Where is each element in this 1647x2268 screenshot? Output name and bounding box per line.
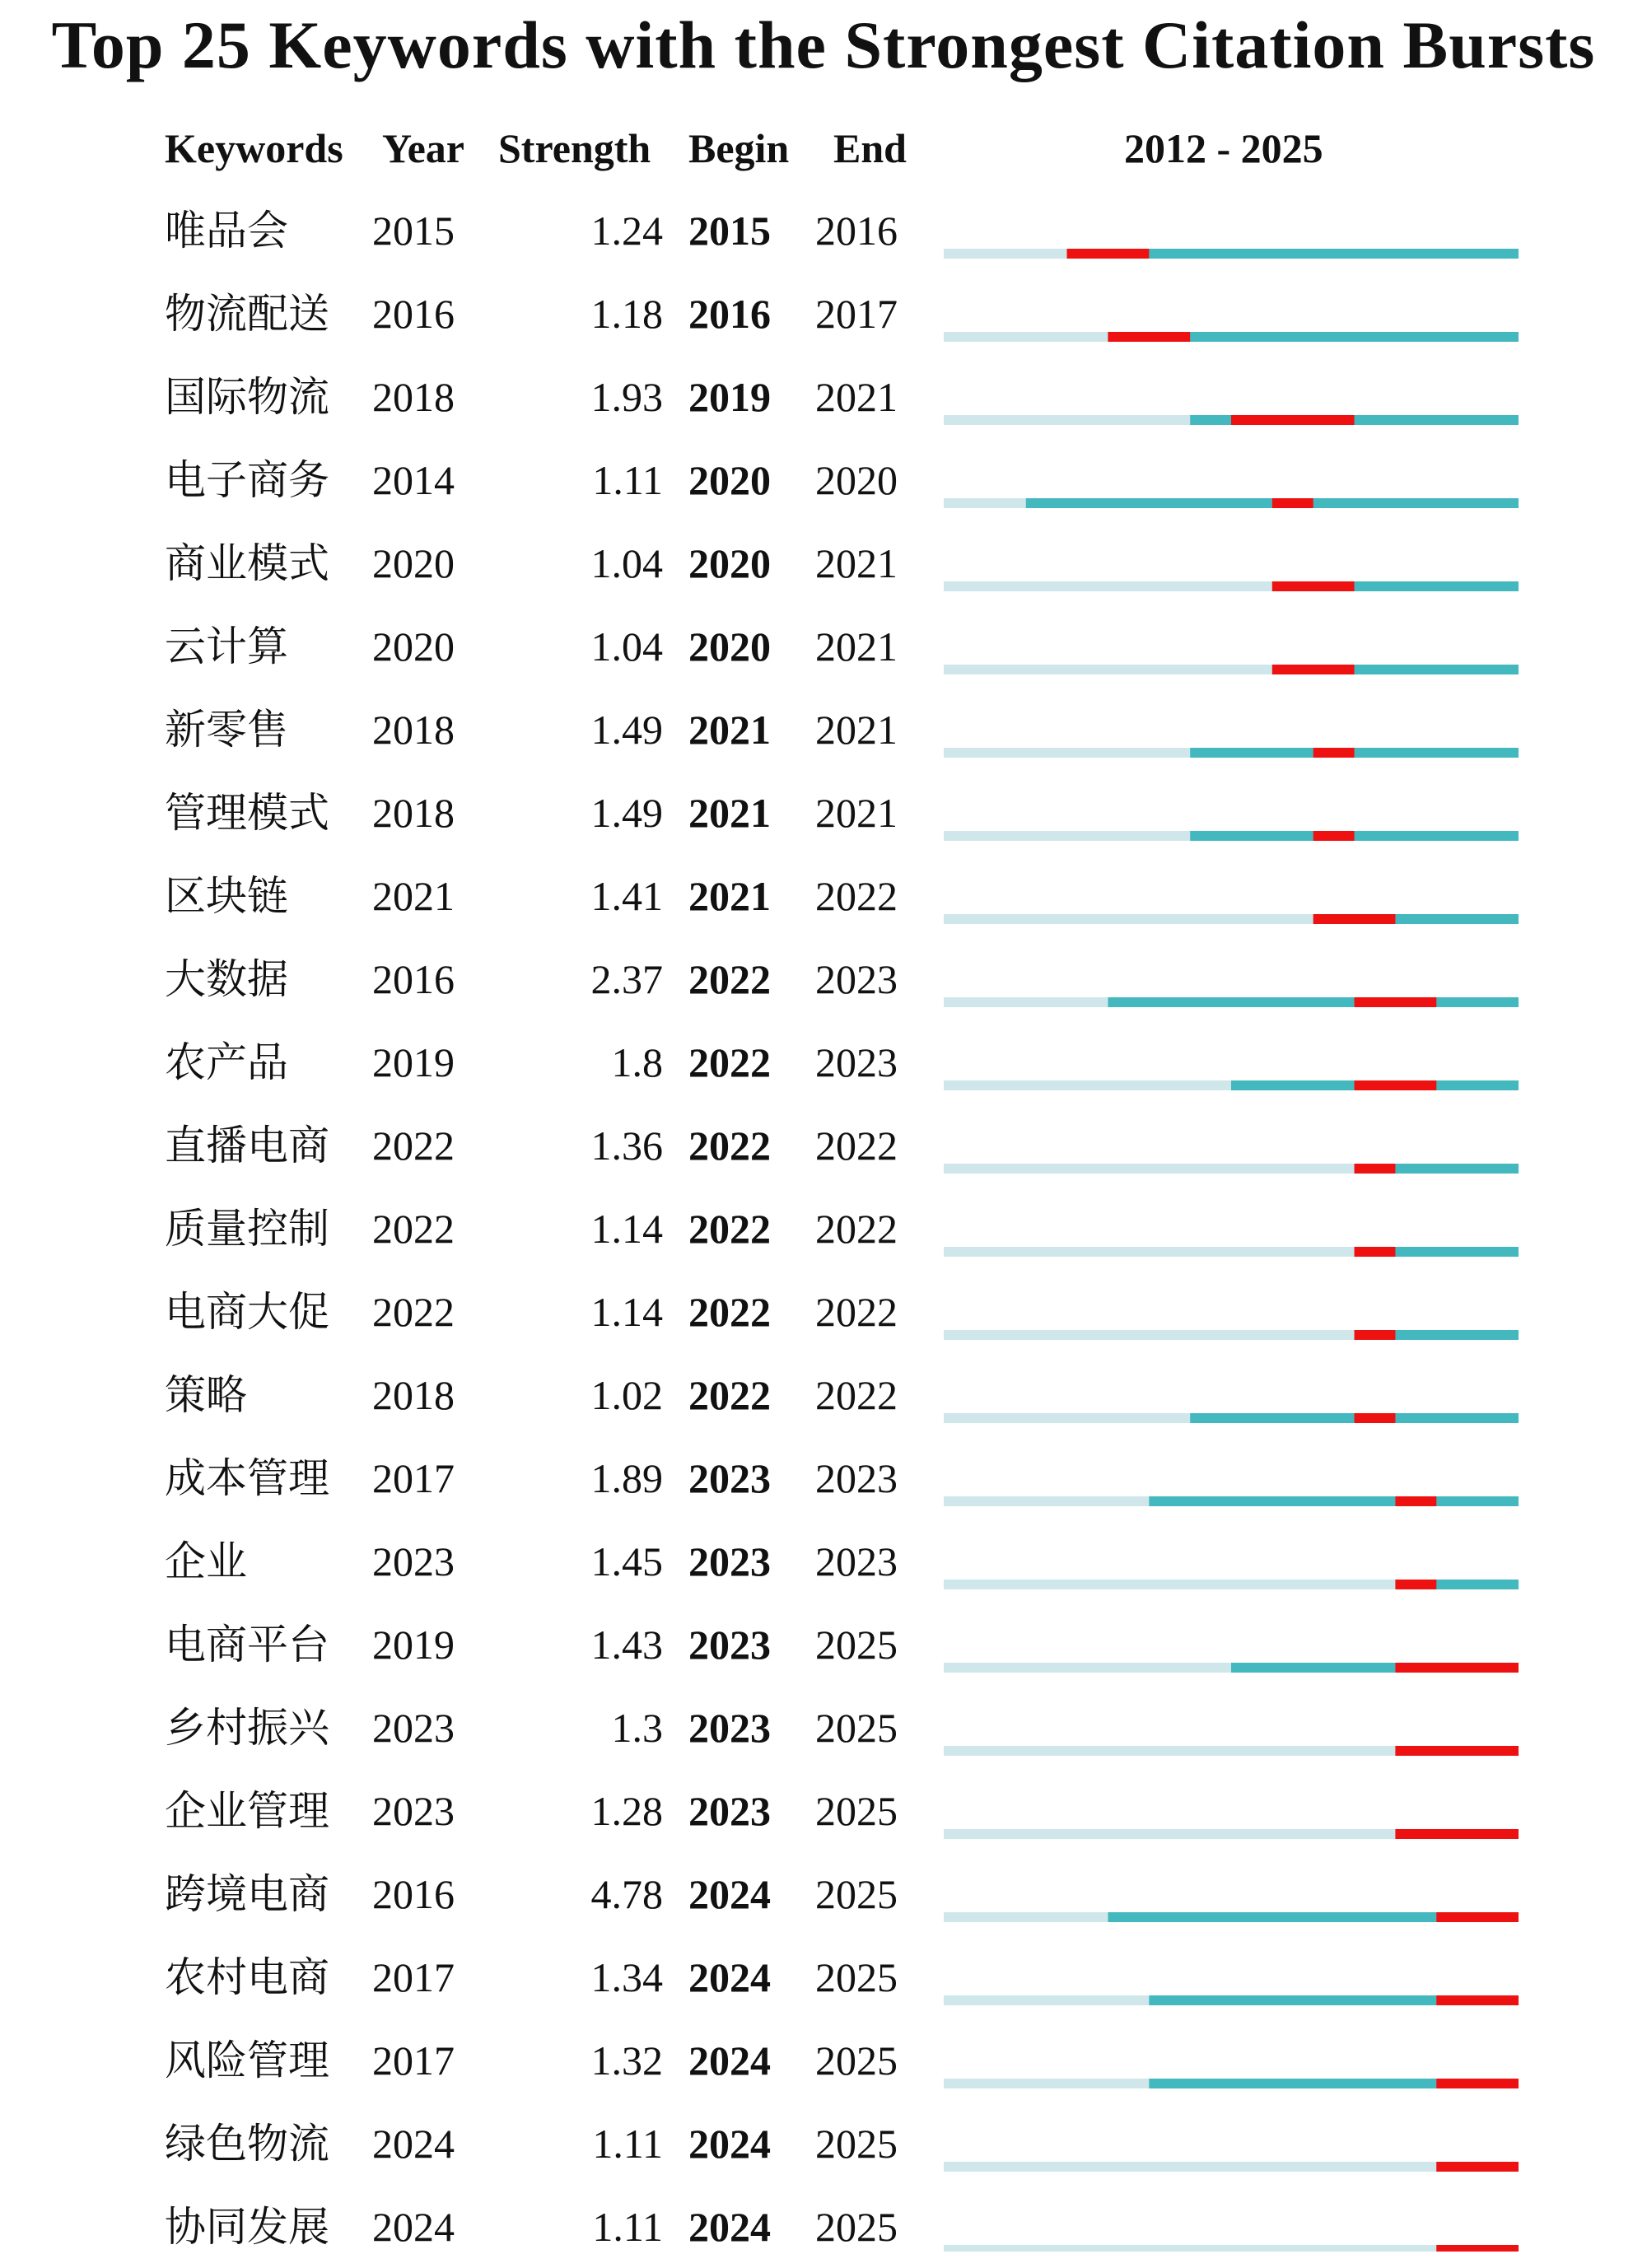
year-cell: 2023 xyxy=(372,1788,455,1834)
end-cell: 2021 xyxy=(815,790,898,836)
keyword-cell: 唯品会 xyxy=(165,207,288,254)
table-row xyxy=(0,688,1647,771)
strength-cell: 1.28 xyxy=(590,1788,663,1834)
keyword-cell: 区块链 xyxy=(165,872,288,920)
header-year: Year xyxy=(382,125,464,171)
begin-cell: 2020 xyxy=(688,623,771,670)
strength-cell: 1.04 xyxy=(590,623,663,670)
year-cell: 2016 xyxy=(372,956,455,1002)
keyword-cell: 电子商务 xyxy=(165,456,329,504)
strength-cell: 2.37 xyxy=(590,956,663,1002)
end-cell: 2017 xyxy=(815,291,898,337)
strength-cell: 1.49 xyxy=(590,707,663,753)
strength-cell: 1.8 xyxy=(611,1039,663,1085)
table-row xyxy=(0,1271,1647,1353)
begin-cell: 2022 xyxy=(688,1206,771,1252)
keyword-cell: 跨境电商 xyxy=(165,1870,329,1918)
end-cell: 2021 xyxy=(815,540,898,586)
keyword-cell: 电商平台 xyxy=(165,1621,329,1668)
table-row xyxy=(0,1188,1647,1270)
begin-cell: 2023 xyxy=(688,1622,771,1668)
strength-cell: 1.11 xyxy=(592,2121,663,2167)
header-begin: Begin xyxy=(688,125,790,171)
table-row xyxy=(0,1437,1647,1519)
begin-cell: 2019 xyxy=(688,374,771,420)
table-row xyxy=(0,2186,1647,2268)
table-row xyxy=(0,605,1647,688)
year-cell: 2017 xyxy=(372,1455,455,1501)
table-row xyxy=(0,1021,1647,1104)
header-keywords: Keywords xyxy=(165,125,343,171)
end-cell: 2025 xyxy=(815,2121,898,2167)
keyword-cell: 策略 xyxy=(165,1371,247,1419)
begin-cell: 2020 xyxy=(688,540,771,586)
keyword-cell: 云计算 xyxy=(165,623,288,670)
table-row xyxy=(0,1687,1647,1769)
strength-cell: 1.3 xyxy=(611,1705,663,1751)
year-cell: 2024 xyxy=(372,2121,455,2167)
end-cell: 2025 xyxy=(815,1871,898,1917)
end-cell: 2023 xyxy=(815,1538,898,1584)
keyword-cell: 企业 xyxy=(165,1538,247,1585)
strength-cell: 1.04 xyxy=(590,540,663,586)
begin-cell: 2023 xyxy=(688,1538,771,1584)
begin-cell: 2024 xyxy=(688,1871,771,1917)
keyword-cell: 农村电商 xyxy=(165,1953,329,2001)
year-cell: 2016 xyxy=(372,291,455,337)
end-cell: 2022 xyxy=(815,1206,898,1252)
end-cell: 2025 xyxy=(815,2037,898,2084)
keyword-cell: 直播电商 xyxy=(165,1122,329,1169)
table-row xyxy=(0,522,1647,604)
table-row xyxy=(0,1603,1647,1686)
strength-cell: 1.02 xyxy=(590,1372,663,1418)
keyword-cell: 绿色物流 xyxy=(165,2120,329,2168)
keyword-cell: 物流配送 xyxy=(165,290,329,338)
begin-cell: 2015 xyxy=(688,208,771,254)
keyword-cell: 成本管理 xyxy=(165,1454,329,1502)
chart-title: Top 25 Keywords with the Strongest Citation Bursts xyxy=(51,7,1596,82)
strength-cell: 1.11 xyxy=(592,457,663,503)
end-cell: 2023 xyxy=(815,1455,898,1501)
header-strength: Strength xyxy=(498,125,651,171)
year-cell: 2021 xyxy=(372,873,455,919)
header-end: End xyxy=(833,125,907,171)
year-cell: 2023 xyxy=(372,1538,455,1584)
year-cell: 2017 xyxy=(372,1954,455,2000)
begin-cell: 2022 xyxy=(688,1039,771,1085)
begin-cell: 2022 xyxy=(688,956,771,1002)
begin-cell: 2022 xyxy=(688,1122,771,1169)
strength-cell: 1.93 xyxy=(590,374,663,420)
begin-cell: 2024 xyxy=(688,2204,771,2250)
strength-cell: 1.32 xyxy=(590,2037,663,2084)
table-row xyxy=(0,1853,1647,1935)
begin-cell: 2024 xyxy=(688,2121,771,2167)
keyword-cell: 管理模式 xyxy=(165,789,329,837)
year-cell: 2016 xyxy=(372,1871,455,1917)
begin-cell: 2020 xyxy=(688,457,771,503)
strength-cell: 1.45 xyxy=(590,1538,663,1584)
begin-cell: 2021 xyxy=(688,707,771,753)
keyword-cell: 乡村振兴 xyxy=(165,1704,329,1752)
year-cell: 2022 xyxy=(372,1206,455,1252)
begin-cell: 2024 xyxy=(688,1954,771,2000)
table-row xyxy=(0,772,1647,854)
begin-cell: 2024 xyxy=(688,2037,771,2084)
year-cell: 2020 xyxy=(372,623,455,670)
end-cell: 2022 xyxy=(815,1289,898,1335)
strength-cell: 1.89 xyxy=(590,1455,663,1501)
strength-cell: 1.49 xyxy=(590,790,663,836)
begin-cell: 2023 xyxy=(688,1705,771,1751)
year-cell: 2017 xyxy=(372,2037,455,2084)
year-cell: 2022 xyxy=(372,1289,455,1335)
strength-cell: 1.43 xyxy=(590,1622,663,1668)
keyword-cell: 风险管理 xyxy=(165,2037,329,2084)
year-cell: 2018 xyxy=(372,790,455,836)
strength-cell: 1.36 xyxy=(590,1122,663,1169)
keyword-cell: 新零售 xyxy=(165,706,288,754)
year-cell: 2018 xyxy=(372,1372,455,1418)
keyword-cell: 大数据 xyxy=(165,955,288,1003)
table-row xyxy=(0,356,1647,438)
table-row xyxy=(0,439,1647,521)
strength-cell: 4.78 xyxy=(590,1871,663,1917)
end-cell: 2022 xyxy=(815,1122,898,1169)
end-cell: 2025 xyxy=(815,1705,898,1751)
table-row xyxy=(0,1936,1647,2018)
end-cell: 2020 xyxy=(815,457,898,503)
begin-cell: 2016 xyxy=(688,291,771,337)
year-cell: 2015 xyxy=(372,208,455,254)
end-cell: 2022 xyxy=(815,1372,898,1418)
end-cell: 2022 xyxy=(815,873,898,919)
strength-cell: 1.24 xyxy=(590,208,663,254)
year-cell: 2018 xyxy=(372,707,455,753)
begin-cell: 2022 xyxy=(688,1372,771,1418)
table-row xyxy=(0,1104,1647,1187)
strength-cell: 1.34 xyxy=(590,1954,663,2000)
begin-cell: 2021 xyxy=(688,790,771,836)
year-cell: 2014 xyxy=(372,457,455,503)
year-cell: 2019 xyxy=(372,1039,455,1085)
strength-cell: 1.14 xyxy=(590,1289,663,1335)
table-row xyxy=(0,189,1647,272)
keyword-cell: 商业模式 xyxy=(165,539,329,587)
year-cell: 2024 xyxy=(372,2204,455,2250)
end-cell: 2025 xyxy=(815,1954,898,2000)
keyword-cell: 电商大促 xyxy=(165,1288,329,1336)
end-cell: 2025 xyxy=(815,1622,898,1668)
header-year-range: 2012 - 2025 xyxy=(1124,125,1323,171)
year-cell: 2022 xyxy=(372,1122,455,1169)
end-cell: 2021 xyxy=(815,707,898,753)
end-cell: 2016 xyxy=(815,208,898,254)
keyword-cell: 企业管理 xyxy=(165,1787,329,1835)
end-cell: 2023 xyxy=(815,956,898,1002)
keyword-cell: 质量控制 xyxy=(165,1205,329,1253)
keyword-cell: 国际物流 xyxy=(165,373,329,421)
end-cell: 2025 xyxy=(815,2204,898,2250)
strength-cell: 1.18 xyxy=(590,291,663,337)
keyword-cell: 农产品 xyxy=(165,1038,288,1086)
keyword-cell: 协同发展 xyxy=(165,2203,329,2251)
end-cell: 2023 xyxy=(815,1039,898,1085)
strength-cell: 1.14 xyxy=(590,1206,663,1252)
table-row xyxy=(0,273,1647,355)
begin-cell: 2021 xyxy=(688,873,771,919)
table-row xyxy=(0,1770,1647,1852)
table-row xyxy=(0,855,1647,937)
table-row xyxy=(0,2102,1647,2185)
end-cell: 2021 xyxy=(815,374,898,420)
year-cell: 2019 xyxy=(372,1622,455,1668)
table-row xyxy=(0,2019,1647,2102)
end-cell: 2025 xyxy=(815,1788,898,1834)
table-row xyxy=(0,938,1647,1020)
end-cell: 2021 xyxy=(815,623,898,670)
table-row xyxy=(0,1354,1647,1436)
begin-cell: 2023 xyxy=(688,1455,771,1501)
year-cell: 2020 xyxy=(372,540,455,586)
year-cell: 2018 xyxy=(372,374,455,420)
strength-cell: 1.11 xyxy=(592,2204,663,2250)
begin-cell: 2022 xyxy=(688,1289,771,1335)
begin-cell: 2023 xyxy=(688,1788,771,1834)
table-row xyxy=(0,1520,1647,1603)
strength-cell: 1.41 xyxy=(590,873,663,919)
year-cell: 2023 xyxy=(372,1705,455,1751)
